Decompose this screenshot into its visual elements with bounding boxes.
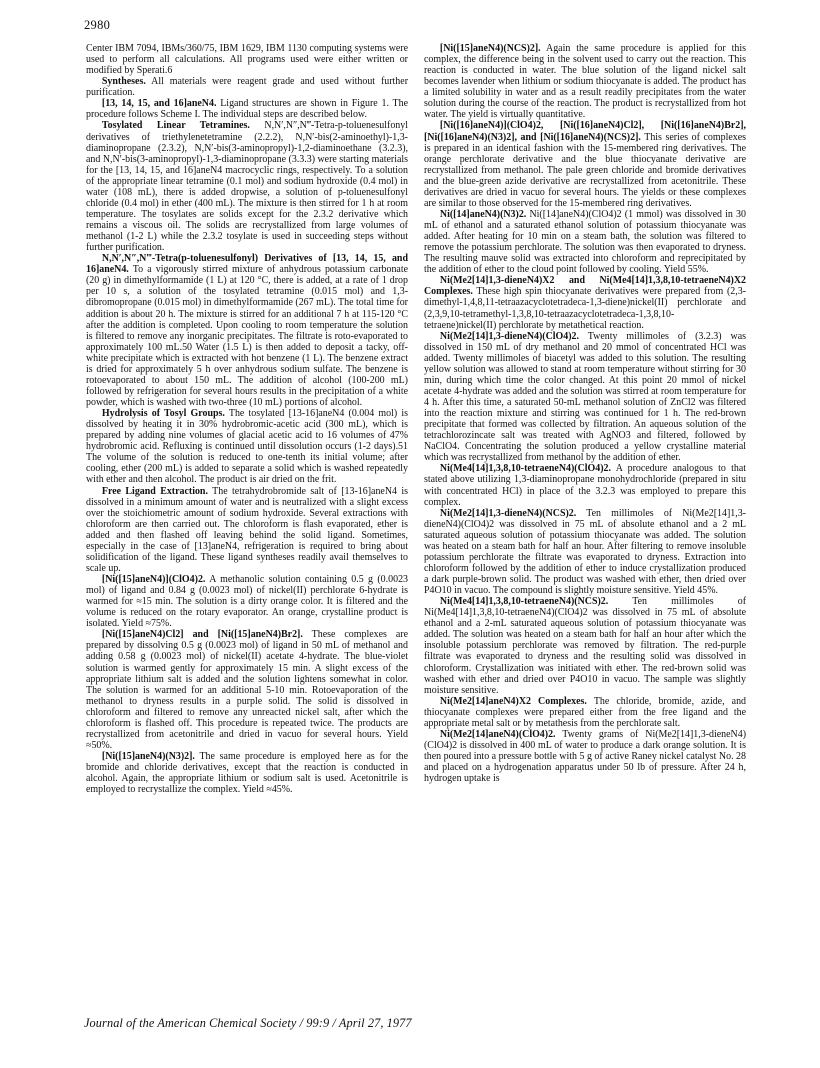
paragraph-text: Ni([14]aneN4)(ClO4)2 (1 mmol) was dissolved in 30 mL of ethanol and a saturated ethanol solution of potassium thiocyanate was added. After heating for 10 min on a steam bath, the solution was filtered to remove the potassium perchlorate. The solution was then evaporated to dryness. The resulting mauve solid was extracted into chloroform and reprecipitated by the addition of ether to the cloud point followed by cooling. Yield 55%. xyxy=(424,208,746,276)
paragraph xyxy=(86,120,408,253)
paragraph xyxy=(424,275,746,330)
paragraph-text: Again the same procedure is applied for this complex, the difference being in the solvent used to carry out the reaction. This reaction is conducted in water. The blue solution of the ligand nickel salt becomes lavender when lithium or sodium thiocyanate is added. The product has a limited solubility in water and as a result readily precipitates from the water solution during the course of the reaction. The product is recrystallized from hot water. The yield is virtually quantitative. xyxy=(424,43,746,121)
paragraph xyxy=(424,209,746,275)
paragraph-heading: [Ni([16]aneN4)](ClO4)2, [Ni([16]aneN4)Cl2], [Ni([16]aneN4)Br2], [Ni([16]aneN4)(N3)2], and [Ni([16]aneN4)(NCS)2]. xyxy=(424,120,746,143)
page-number: 2980 xyxy=(84,18,111,32)
paragraph xyxy=(424,596,746,696)
paragraph-heading: [Ni([15]aneN4)](ClO4)2. xyxy=(101,574,206,585)
paragraph-text: The chloride, bromide, azide, and thiocyanate complexes were prepared either from the free ligand and the appropriate metal salt or by metathesis from the perchlorate salt. xyxy=(424,695,747,729)
left-text-column xyxy=(86,43,408,795)
paragraph-text: These high spin thiocyanate derivatives were prepared from (2,3-dimethyl-1,4,8,11-tetraazacyclotetradeca-1,3-diene)nickel(II) perchlorate and (2,3,9,10-tetramethyl-1,3,8,10-tetraazacyclotetradeca-1,3,8,10-tetraene)nickel(II) perchlorate by metathetical reaction. xyxy=(424,286,746,331)
right-text-column xyxy=(424,43,746,784)
paragraph xyxy=(424,331,746,464)
paragraph xyxy=(424,729,746,784)
paragraph-text: The same procedure is employed here as for the bromide and chloride derivatives, except that the reaction is conducted in alcohol. Again, the appropriate lithium or sodium salt is used. Acetonitrile is employed to recrystallize the complex. Yield ≈45%. xyxy=(86,751,408,796)
paragraph-heading: Tosylated Linear Tetramines. xyxy=(101,120,250,132)
paragraph xyxy=(86,253,408,408)
paragraph-text: These complexes are prepared by dissolving 0.5 g (0.0023 mol) of ligand in 50 mL of methanol and adding 0.58 g (0.0023 mol) of nickel(II) acetate 4-hydrate. The blue-violet solution is warmed gently for approximately 15 min. A slight excess of the appropriate lithium salt is added and the solution lightens somewhat in color. The solution is warmed for an additional 5-10 min. Rotoevaporation of the methanol to dryness results in a purple solid. The solid is dissolved in chloroform and filtered to remove any unreacted nickel salt, after which the chloroform is flashed off. This procedure is repeated twice. The products are recrystallized from acetonitrile and dried in vacuo for several hours. Yield ≈50%. xyxy=(86,629,408,751)
paragraph xyxy=(86,98,408,120)
paragraph-heading: Ni(Me2[14]aneN4)(ClO4)2. xyxy=(439,728,556,740)
paragraph-heading: Free Ligand Extraction. xyxy=(101,485,208,497)
paragraph-text: Twenty millimoles of (3.2.3) was dissolved in 150 mL of dry methanol and 20 mmol of concentrated HCl was added. Twenty millimoles of biacetyl was added to this solution. The resulting yellow solution was allowed to stand at room temperature without stirring for 30 min, during which time the color changed. At this point 20 mmol of nickel acetate 4-hydrate was added and the solution was stirred at room temperature for 4 h. After this time, a saturated 50-mL methanol solution of ZnCl2 was filtered into the reaction mixture and stirring was continued for 1 h. The red-brown precipitate that formed was collected by filtration. An aqueous solution of the tetrachlorozincate salt was treated with AgNO3 and filtered, followed by NaClO4. Concentrating the solution produced a yellow crystalline material which was recrystallized from methanol by the addition of ether. xyxy=(424,330,746,464)
paragraph-heading: Syntheses. xyxy=(101,76,146,88)
paragraph xyxy=(424,120,746,209)
paragraph-text: Ligand structures are shown in Figure 1. The procedure follows Scheme I. The individual steps are described below. xyxy=(86,98,409,121)
paragraph-text: A methanolic solution containing 0.5 g (0.0023 mol) of ligand and 0.84 g (0.0023 mol) of nickel(II) perchlorate 6-hydrate is warmed for ≈15 min. The solution is a dirty orange color. It is filtered and the volume is reduced on the rotary evaporator. An orange, crystalline product is isolated. Yield ≈75%. xyxy=(86,574,409,630)
paragraph xyxy=(86,408,408,485)
paragraph-text: This series of complexes is prepared in an identical fashion with the 15-membered ring derivatives. The orange perchlorate derivative and the blue thiocyanate derivative are recrystallized from methanol. The pale green chloride and bromide derivatives and the blue-green azide derivative are recrystallized from acetonitrile. These derivatives are dried in vacuo for several hours. The yields or these complexes are similar to those observed for the 15-membered ring derivatives. xyxy=(424,131,746,209)
paragraph-heading: Ni(Me4[14]1,3,8,10-tetraeneN4)(ClO4)2. xyxy=(439,463,611,475)
paragraph xyxy=(86,629,408,751)
paragraph-heading: Ni(Me2[14]1,3-dieneN4)(NCS)2. xyxy=(439,507,577,519)
paragraph-text: Twenty grams of Ni(Me2[14]1,3-dieneN4)(ClO4)2 is dissolved in 400 mL of water to produce a dark orange solution. It is then poured into a pressure bottle with 5 g of active Raney nickel catalyst No. 28 and placed on a hydrogenation apparatus under 50 lb of pressure. After 24 h, hydrogen uptake is xyxy=(424,728,746,785)
paragraph xyxy=(424,696,746,729)
paragraph-heading: Ni(Me2[14]1,3-dieneN4)(ClO4)2. xyxy=(439,330,579,342)
paragraph-text: The tosylated [13-16]aneN4 (0.004 mol) is dissolved by heating it in 30% hydrobromic-acetic acid (300 mL), which is prepared by adding nine volumes of glacial acetic acid to 16 volumes of 47% hydrobromic acid. Refluxing is continued until dissolution occurs (1-2 days).51 The volume of the solution is reduced to one-tenth its initial volume; after cooling, ether (200 mL) is added to separate a solid which is washed repeatedly with ether and then alcohol. The product is air dried on the frit. xyxy=(86,408,408,486)
paragraph-heading: Ni([14]aneN4)(N3)2. xyxy=(439,208,527,220)
paragraph-heading: Ni(Me2[14]1,3-dieneN4)X2 and Ni(Me4[14]1,3,8,10-tetraeneN4)X2 Complexes. xyxy=(424,275,746,298)
paragraph-text: N,N′,N″,N‴-Tetra-p-toluenesulfonyl derivatives of triethylenetetramine (2.2.2), N,N′-bis(2-aminoethyl)-1,3-diaminopropane (2.3.2), N,N′-bis(3-aminopropyl)-1,2-diaminoethane (3.2.3), and N,N′-bis(3-aminopropyl)-1,3-diaminopropane (3.3.3) were starting materials for the [13, 14, 15, and 16]aneN4 macrocyclic rings, respectively. To a solution of the appropriate linear tetramine (0.1 mol) and sodium hydroxide (0.4 mol) in water (108 mL), there is added dropwise, a solution of p-toluenesulfonyl chloride (0.4 mol) in ether (400 mL). The mixture is then stirred for 1 h at room temperature. The tosylates are solids except for the 2.3.2 derivative which remains a viscous oil. The solids are recrystallized from large volumes of methanol (1-2 L) while the 2.3.2 tosylate is used in succeeding steps without further purification. xyxy=(86,120,409,254)
paragraph-heading: Ni(Me2[14]aneN4)X2 Complexes. xyxy=(439,695,587,707)
journal-citation-footer: Journal of the American Chemical Society / 99:9 / April 27, 1977 xyxy=(84,1016,412,1030)
paragraph-heading: [13, 14, 15, and 16]aneN4. xyxy=(101,98,217,110)
paragraph-heading: [Ni([15]aneN4)Cl2] and [Ni([15]aneN4)Br2]. xyxy=(101,629,303,641)
paragraph xyxy=(424,508,746,597)
paragraph xyxy=(424,43,746,120)
paragraph xyxy=(86,76,408,98)
paragraph-text: All materials were reagent grade and used without further purification. xyxy=(86,76,408,99)
paragraph-heading: Ni(Me4[14]1,3,8,10-tetraeneN4)(NCS)2. xyxy=(439,596,609,608)
paragraph xyxy=(424,463,746,507)
paragraph-text: To a vigorously stirred mixture of anhydrous potassium carbonate (20 g) in dimethylformamide (1 L) at 120 °C, there is added, at a rate of 1 drop per 10 s, a solution of the tosylated tetramine (0.015 mol) and 1,3-dibromopropane (0.015 mol) in dimethylformamide (267 mL). The total time for addition is about 20 h. The mixture is stirred for an additional 7 h at 115-120 °C after the addition is completed. Upon cooling to room temperature the solution is filtered to remove any inorganic precipitates. The filtrate is roto-evaporated to approximately 100 mL.50 Water (1.5 L) is then added to deposit a tacky, off-white precipitate which is extracted with hot benzene (1 L). The benzene extract is dried for approximately 5 h over anhydrous sodium sulfate. The benzene is rotoevaporated to about 150 mL. The addition of alcohol (100-200 mL) followed by refrigeration for several hours results in the precipitation of a white powder, which is washed with two-three (10 mL) portions of alcohol. xyxy=(86,264,408,408)
paragraph xyxy=(86,574,408,629)
paragraph xyxy=(86,751,408,795)
paragraph-heading: N,N′,N″,N‴-Tetra(p-toluenesulfonyl) Derivatives of [13, 14, 15, and 16]aneN4. xyxy=(86,253,408,276)
paragraph-heading: [Ni([15]aneN4)(N3)2]. xyxy=(101,751,195,762)
paragraph-heading: [Ni([15]aneN4)(NCS)2]. xyxy=(439,43,541,54)
paragraph xyxy=(86,486,408,575)
paragraph-text: Ten millimoles of Ni(Me4[14]1,3,8,10-tetraeneN4)(ClO4)2 was dissolved in 75 mL of absolute ethanol and a 2-mL saturated aqueous solution of potassium thiocyanate was added. The solution was heated on a steam bath for half an hour after which the insoluble potassium perchlorate was removed by filtration. The red-purple filtrate was evaporated to dryness and the resulting solid was dissolved in chloroform. Crystallization was initiated with ether. The red-brown solid was washed with ether and dried over P4O10 in vacuo. The sample was slightly moisture sensitive. xyxy=(424,596,746,696)
paragraph-heading: Hydrolysis of Tosyl Groups. xyxy=(101,408,225,420)
paragraph xyxy=(86,43,408,76)
paragraph-text: Center IBM 7094, IBMs/360/75, IBM 1629, IBM 1130 computing systems were used to perform all calculations. All programs used were either written or modified by Sperati.6 xyxy=(86,43,408,77)
paragraph-text: A procedure analogous to that stated above utilizing 1,3-diaminopropane monohydrochloride (prepared in situ with concentrated HCl) in place of the 3.2.3 was employed to prepare this complex. xyxy=(424,463,747,508)
paragraph-text: The tetrahydrobromide salt of [13-16]aneN4 is dissolved in a minimum amount of water and is neutralized with a slight excess over the stoichiometric amount of sodium hydroxide. Several extractions with chloroform are then carried out. The chloroform is flash evaporated, ether is added and then flashed off leaving behind the solid ligand. Sometimes, especially in the case of [13]aneN4, refrigeration is required to bring about solidification of the ligand. These ligand syntheses readily avail themselves to scale up. xyxy=(86,485,408,574)
paragraph-text: Ten millimoles of Ni(Me2[14]1,3-dieneN4)(ClO4)2 was dissolved in 75 mL of absolute ethanol and a 2 mL saturated aqueous solution of potassium thiocyanate was added. The solution was heated on a steam bath for half an hour. After filtering to remove insoluble potassium perchlorate the filtrate was evaporated to dryness. Extraction into chloroform followed by the addition of ether to induce crystallization produced a dark purple-brown solid. The product was washed with ether, then dried over P4O10 in vacuo. The compound is slightly moisture sensitive. Yield 45%. xyxy=(424,507,746,597)
